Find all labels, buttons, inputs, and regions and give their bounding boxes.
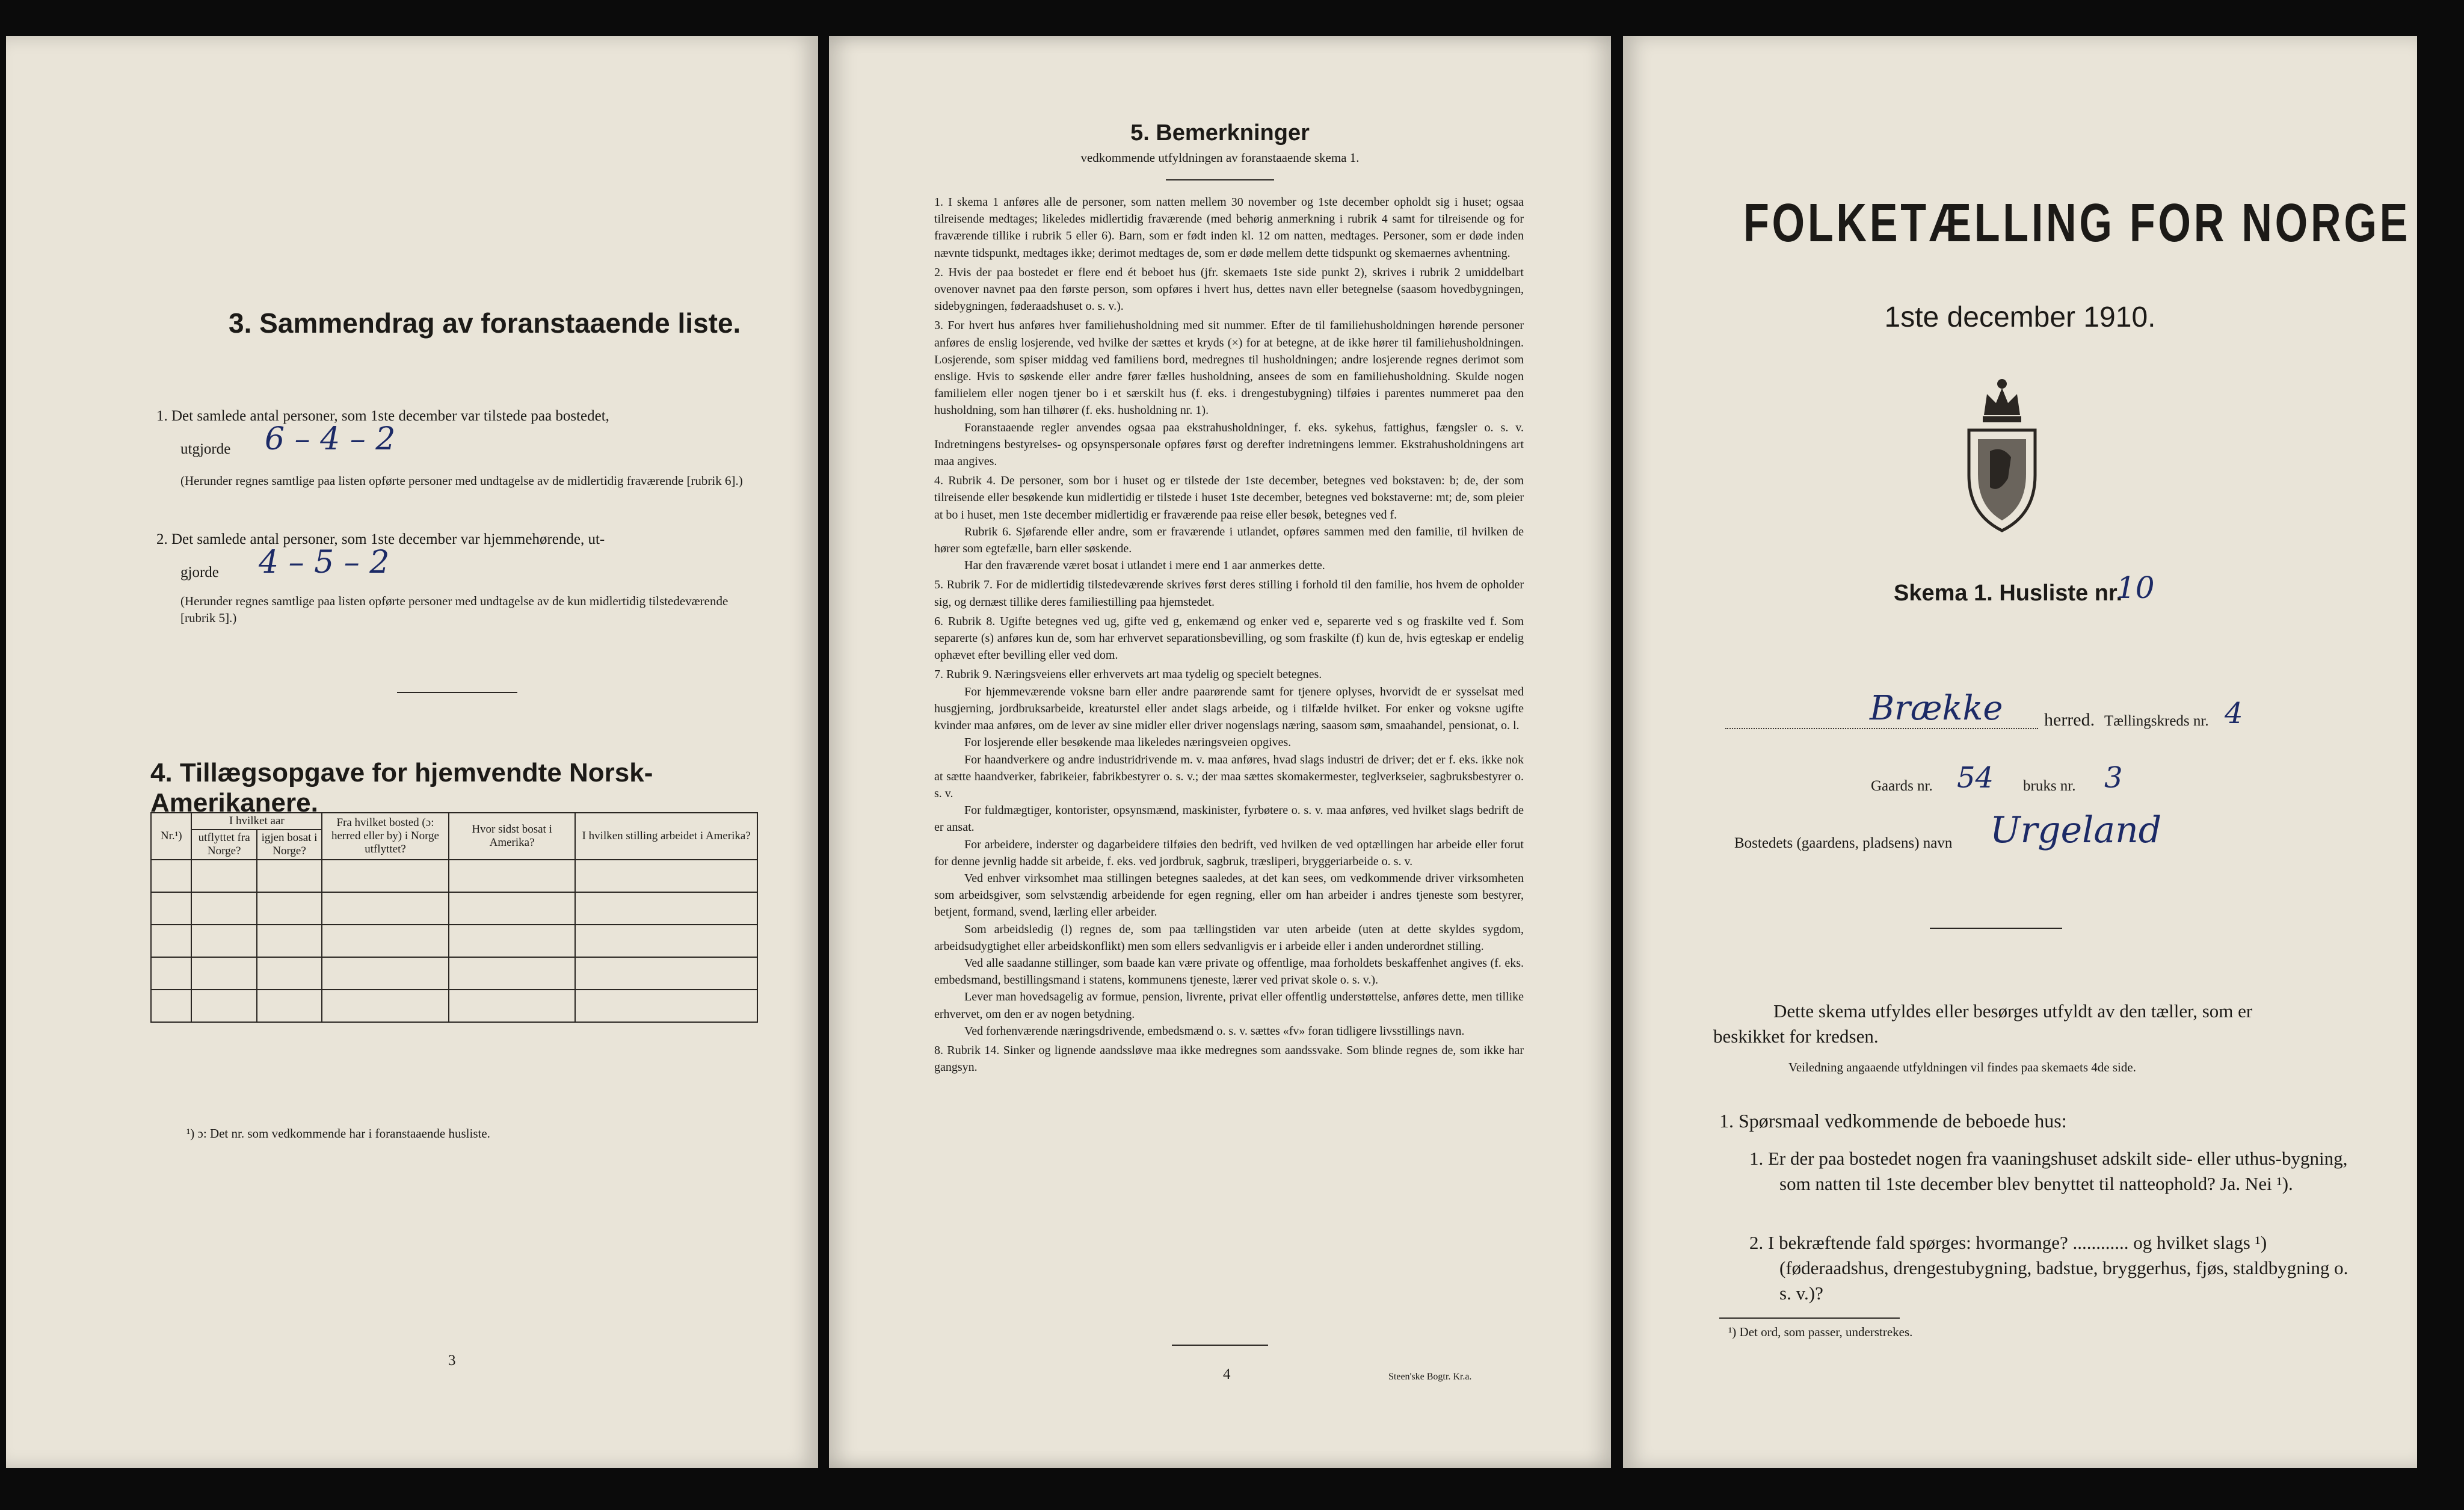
item1-handwritten-value: 6 – 4 – 2 — [265, 421, 396, 457]
remark-item: For losjerende eller besøkende maa likeledes næringsveien opgives. — [964, 736, 1292, 750]
divider — [397, 692, 517, 693]
page-number: 3 — [448, 1352, 456, 1369]
footnote: ¹) Det ord, som passer, understrekes. — [1728, 1325, 1913, 1339]
census-date: 1ste december 1910. — [1884, 301, 2156, 333]
intro-text: Dette skema utfyldes eller besørges utfyldt av den tæller, som er beskikket for kredsen. — [1713, 1000, 2253, 1047]
divider — [1166, 179, 1274, 180]
remark-item: For haandverkere og andre industridrivende m. v. maa anføres, hvad slags industri de driver; det er f. eks. ikke nok at sætte haandverker, fabrikeier, fabrikbestyrer o. s. v.; der maa sættes skomakermester, teglverkseier, sagbruksbestyrer o. s. v. — [934, 753, 1524, 800]
item1-note: (Herunder regnes samtlige paa listen opførte personer med undtagelse av de midlertidig fraværende [rubrik 6].) — [180, 473, 743, 488]
norsk-amerikanere-table — [150, 812, 758, 1023]
divider — [1172, 1345, 1268, 1346]
bosted-value: Urgeland — [1990, 809, 2162, 851]
skema-label: Skema 1. Husliste nr. — [1894, 581, 2123, 606]
remark-item: 2. Hvis der paa bostedet er flere end ét beboet hus (jfr. skemaets 1ste side punkt 2), skrives i rubrik 2 umiddelbart ovenover navnet paa den første person, som opføres i hvert hus, dettes navn eller betegnelse (saasom hovedbygningen, sidebygningen, føderaadshuset o. s. v.). — [934, 265, 1524, 313]
kreds-value: 4 — [2225, 697, 2243, 730]
table-row — [151, 957, 757, 990]
col-amerika-bosted-header: Hvor sidst bosat i Amerika? — [449, 813, 576, 860]
page-number: 4 — [1223, 1366, 1231, 1382]
section4-title: 4. Tillægsopgave for hjemvendte Norsk-Amerikanere. — [150, 758, 653, 818]
left-page — [6, 36, 818, 1468]
remark-item: 6. Rubrik 8. Ugifte betegnes ved ug, gifte ved g, enkemænd og enker ved e, separerte ved s og fraskilte ved f. Som separerte (s) anføres kun de, som har erhvervet separationsbevilling, og som fraskilte (f) kun de, hvis egteskap er endelig ophævet efter bevilling eller ved dom. — [934, 614, 1524, 662]
questions-header: 1. Spørsmaal vedkommende de beboede hus: — [1719, 1110, 2067, 1132]
col-stilling-header: I hvilken stilling arbeidet i Amerika? — [575, 813, 757, 860]
remark-item: 8. Rubrik 14. Sinker og lignende aandssløve maa ikke medregnes som aandssvake. Som blinde regnes de, som ikke har gangsyn. — [934, 1043, 1524, 1074]
table-row — [151, 892, 757, 925]
husliste-number: 10 — [2116, 570, 2155, 605]
middle-page — [829, 36, 1611, 1468]
remark-item: 1. I skema 1 anføres alle de personer, som natten mellem 30 november og 1ste december opholdt sig i huset; ogsaa tilreisende medtages; likeledes midlertidig fraværende (med behørig anmerkning i rubrik 4 samt for tilreisende og for fraværende tillike i rubrik 5 eller 6). Barn, som er født inden kl. 12 om natten, medtages. Personer, som er døde inden nævnte tidspunkt, medtages ikke; derimot medtages de, som er døde mellem dette tidspunkt og skemaernes avhentning. — [934, 196, 1524, 260]
remark-item: For hjemmeværende voksne barn eller andre paarørende samt for tjenere oplyses, hvorvidt de er sysselsat med husgjerning, jordbruksarbeide, kreaturstel eller andet slags arbeide, og i tilfælde hvilket. For enker og voksne ugifte kvinder maa anføres, om de lever av sine midler eller driver nogenslags næring, saasom søm, smaahandel, pensionat, o. l. — [934, 685, 1524, 733]
census-title: FOLKETÆLLING FOR NORGE — [1743, 193, 2411, 253]
remark-item: 7. Rubrik 9. Næringsveiens eller erhvervets art maa tydelig og specielt betegnes. — [934, 668, 1322, 682]
item1-text: 1. Det samlede antal personer, som 1ste december var tilstede paa bostedet, — [156, 408, 609, 424]
kreds-label: Tællingskreds nr. — [2104, 713, 2209, 729]
col-group-header: I hvilket aar — [191, 813, 322, 830]
item2-text: 2. Det samlede antal personer, som 1ste december var hjemmehørende, ut- — [156, 531, 605, 547]
table-row — [151, 925, 757, 957]
remarks-title: 5. Bemerkninger — [1130, 120, 1310, 146]
table-row — [151, 990, 757, 1022]
item1-prefix: utgjorde — [180, 441, 231, 457]
printer-mark: Steen'ske Bogtr. Kr.a. — [1388, 1372, 1472, 1382]
divider — [1930, 928, 2062, 929]
right-page — [1623, 36, 2417, 1468]
item2-prefix: gjorde — [180, 564, 219, 581]
remark-item: 5. Rubrik 7. For de midlertidig tilstedeværende skrives først deres stilling i forhold til den familie, hos hvem de opholder sig, og dernæst tillike deres familiestilling paa hjemstedet. — [934, 578, 1524, 609]
remark-item: Ved forhenværende næringsdrivende, embedsmænd o. s. v. sættes «fv» foran tidligere livsstillings navn. — [964, 1024, 1465, 1038]
coat-of-arms-icon — [1960, 373, 2044, 535]
table-row — [151, 860, 757, 892]
remarks-body — [934, 194, 1524, 1076]
remarks-subtitle: vedkommende utfyldningen av foranstaaende skema 1. — [1080, 150, 1360, 165]
footnote: ¹) ɔ: Det nr. som vedkommende har i foranstaaende husliste. — [186, 1126, 490, 1141]
remark-item: 3. For hvert hus anføres hver familiehusholdning med sit nummer. Efter de til familiehusholdningen hørende personer anføres de enslig losjerende, ved hvilke der sættes et kryds (×) for at betegne, at de ikke hører til familiehusholdningen. Losjerende, som spiser middag ved familiens bord, medregnes til husholdningen; andre losjerende regnes derimot som enslige. Hvis to søskende eller andre fører fælles husholdning, ansees de som en familiehusholdning. Skulde nogen familielem eller nogen tjener bo i et særskilt hus (f. eks. i drengestubygning) tilføies i parentes nummeret paa den husholdning, som han tilhører (f. eks. husholdning nr. 1). — [934, 319, 1524, 418]
question-1: 1. Er der paa bostedet nogen fra vaaningshuset adskilt side- eller uthus-bygning, som natten til 1ste december blev benyttet til natteophold? Ja. Nei ¹). — [1749, 1148, 2348, 1194]
herred-value: Brække — [1870, 689, 2003, 728]
remark-item: Foranstaaende regler anvendes ogsaa paa ekstrahusholdninger, f. eks. sykehus, fattighus, fængsler o. s. v. Indretningens bestyrelses- og opsynspersonale opføres først og derefter indretningens lemmer. Ekstrahusholdningens art maa angives. — [934, 421, 1524, 469]
remark-item: Som arbeidsledig (l) regnes de, som paa tællingstiden var uten arbeide (uten at dette skyldes sygdom, arbeidsudygtighet eller arbeidskonflikt) men som ellers sedvanligvis er i arbeide eller i anden underordnet stilling. — [934, 922, 1524, 953]
remark-item: Har den fraværende været bosat i utlandet i mere end 1 aar anmerkes dette. — [964, 559, 1325, 573]
remark-item: Rubrik 6. Sjøfarende eller andre, som er fraværende i utlandet, opføres sammen med den familie, til hvilken de hører som egtefælle, barn eller søskende. — [934, 525, 1524, 556]
remark-item: For fuldmægtiger, kontorister, opsynsmænd, maskinister, fyrbøtere o. s. v. maa anføres, ved hvilket slags bedrift de er ansat. — [934, 804, 1524, 834]
herred-line — [1725, 728, 2038, 729]
col-utflyttet-header: utflyttet fra Norge? — [191, 830, 256, 860]
remark-item: Ved alle saadanne stillinger, som baade kan være private og offentlige, maa forholdets beskaffenhet angives (f. eks. embedsmand, bestillingsmand i statens, kommunens tjeneste, lærer ved privat skole o. s. v.). — [934, 956, 1524, 987]
col-bosted-header: Fra hvilket bosted (ɔ: herred eller by) i Norge utflyttet? — [322, 813, 449, 860]
divider — [1719, 1317, 1900, 1319]
col-igjen-header: igjen bosat i Norge? — [257, 830, 322, 860]
remark-item: Ved enhver virksomhet maa stillingen betegnes saaledes, at det kan sees, om vedkommende driver virksomheten som arbeidsgiver, som selvstændig arbeidende for egen regning, eller om han arbeider i andres tjeneste som bestyrer, betjent, formand, svend, lærling eller arbeider. — [934, 871, 1524, 919]
bosted-label: Bostedets (gaardens, pladsens) navn — [1734, 835, 1953, 851]
gaards-label: Gaards nr. — [1871, 778, 1933, 794]
remark-item: 4. Rubrik 4. De personer, som bor i huset og er tilstede der 1ste december, betegnes ved bokstaven: b; de, der som tilreisende eller besøkende kun midlertidig er tilstede i huset 1ste december, betegnes ved bokstaverne: mt; de, som pleier at bo i huset, men 1ste december midlertidig er fraværende paa reise eller besøk, betegnes ved f. — [934, 474, 1524, 522]
section3-title: 3. Sammendrag av foranstaaende liste. — [229, 307, 741, 339]
guidance-text: Veiledning angaaende utfyldningen vil findes paa skemaets 4de side. — [1788, 1060, 2136, 1074]
gaards-value: 54 — [1957, 761, 1994, 795]
col-nr-header: Nr.¹) — [151, 813, 191, 860]
item2-note: (Herunder regnes samtlige paa listen opførte personer med undtagelse av de kun midlertidig tilstedeværende [rubrik 5].) — [180, 594, 728, 625]
item2-handwritten-value: 4 – 5 – 2 — [259, 544, 390, 581]
remark-item: Lever man hovedsagelig av formue, pension, livrente, privat eller offentlig understøttelse, anføres dette, men tillike erhvervet, om den er av nogen betydning. — [934, 990, 1524, 1021]
bruks-label: bruks nr. — [2023, 778, 2076, 794]
remark-item: For arbeidere, inderster og dagarbeidere tilføies den bedrift, ved hvilken de ved optællingen har arbeide eller forut for denne jevnlig hadde sit arbeide, f. eks. ved jordbruk, sagbruk, træsliperi, bryggeriarbeide o. s. v. — [934, 837, 1524, 868]
herred-label: herred. — [2044, 710, 2095, 730]
bruks-value: 3 — [2104, 761, 2123, 795]
question-2: 2. I bekræftende fald spørges: hvormange? ............ og hvilket slags ¹) (føderaadshus, drengestubygning, badstue, bryggerhus, fjøs, staldbygning o. s. v.)? — [1749, 1232, 2348, 1304]
